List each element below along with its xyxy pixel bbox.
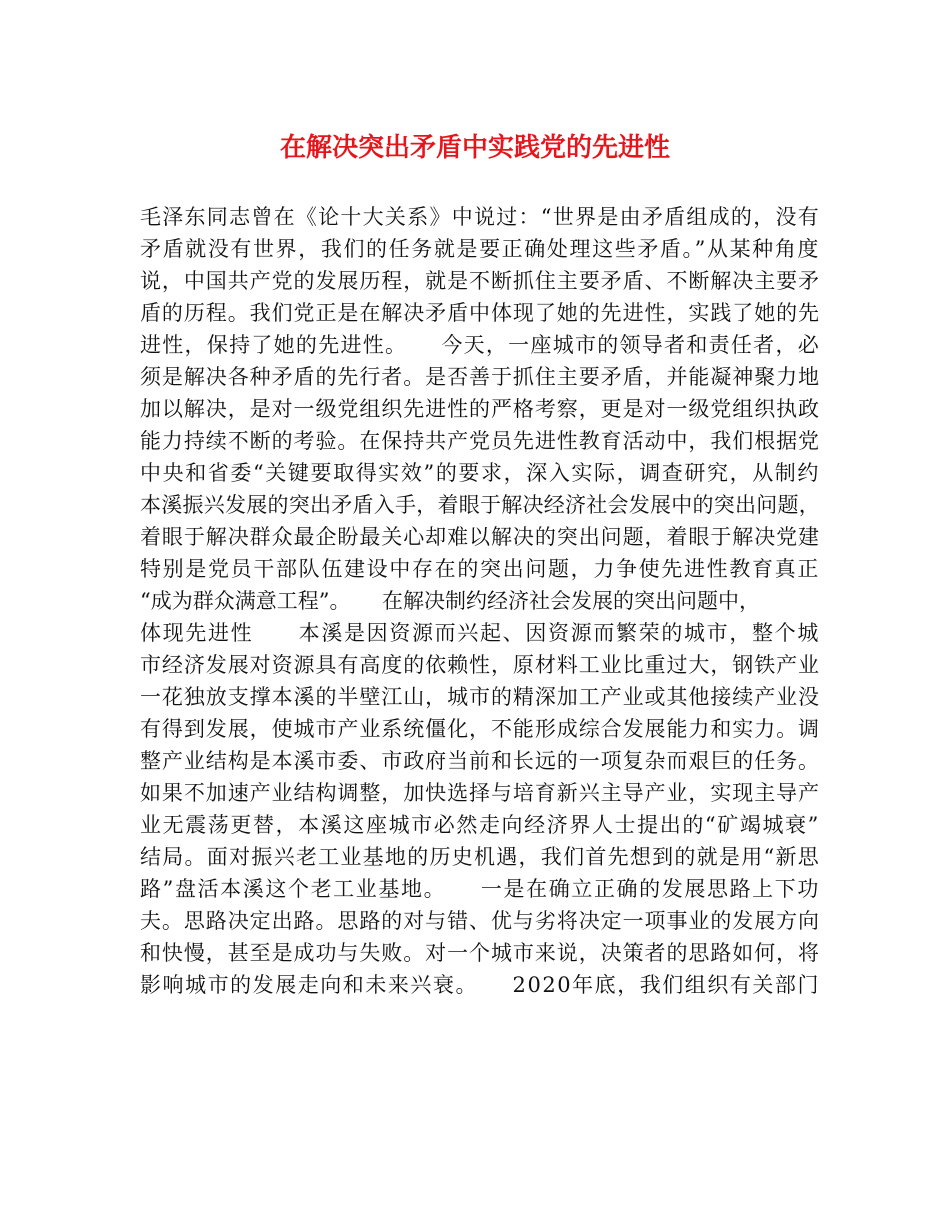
text-line: 矛盾就没有世界，我们的任务就是要正确处理这些矛盾。”从某种角度	[140, 237, 820, 261]
text-line: 加以解决，是对一级党组织先进性的严格考察，更是对一级党组织执政	[140, 397, 820, 421]
text-line: 整产业结构是本溪市委、市政府当前和长远的一项复杂而艰巨的任务。	[140, 749, 820, 773]
text-line: 如果不加速产业结构调整，加快选择与培育新兴主导产业，实现主导产	[140, 781, 820, 805]
text-line: 中央和省委“关键要取得实效”的要求，深入实际，调查研究，从制约	[140, 461, 820, 485]
text-line: 进性，保持了她的先进性。 今天，一座城市的领导者和责任者，必	[140, 333, 820, 357]
text-line: 须是解决各种矛盾的先行者。是否善于抓住主要矛盾，并能凝神聚力地	[140, 365, 820, 389]
text-line: 路”盘活本溪这个老工业基地。 一是在确立正确的发展思路上下功	[140, 877, 820, 901]
text-line: 特别是党员干部队伍建设中存在的突出问题，力争使先进性教育真正	[140, 557, 820, 581]
text-line: “成为群众满意工程”。 在解决制约经济社会发展的突出问题中，	[140, 589, 760, 613]
text-line: 市经济发展对资源具有高度的依赖性，原材料工业比重过大，钢铁产业	[140, 653, 820, 677]
text-line: 能力持续不断的考验。在保持共产党员先进性教育活动中，我们根据党	[140, 429, 820, 453]
document-title: 在解决突出矛盾中实践党的先进性	[279, 133, 670, 163]
text-line: 着眼于解决群众最企盼最关心却难以解决的突出问题，着眼于解决党建	[140, 525, 820, 549]
text-line: 盾的历程。我们党正是在解决矛盾中体现了她的先进性，实践了她的先	[140, 301, 820, 325]
text-line: 和快慢，甚至是成功与失败。对一个城市来说，决策者的思路如何，将	[140, 941, 820, 965]
document-body	[140, 201, 820, 1001]
text-line: 毛泽东同志曾在《论十大关系》中说过：“世界是由矛盾组成的，没有	[140, 205, 820, 229]
text-line: 结局。面对振兴老工业基地的历史机遇，我们首先想到的就是用“新思	[140, 845, 820, 869]
text-line: 一花独放支撑本溪的半壁江山，城市的精深加工产业或其他接续产业没	[140, 685, 820, 709]
text-line: 夫。思路决定出路。思路的对与错、优与劣将决定一项事业的发展方向	[140, 909, 820, 933]
text-line: 体现先进性 本溪是因资源而兴起、因资源而繁荣的城市，整个城	[140, 621, 820, 645]
text-line: 有得到发展，使城市产业系统僵化，不能形成综合发展能力和实力。调	[140, 717, 820, 741]
text-line: 影响城市的发展走向和未来兴衰。 2020年底，我们组织有关部门	[140, 973, 820, 997]
text-line: 业无震荡更替，本溪这座城市必然走向经济界人士提出的“矿竭城衰”	[140, 813, 820, 837]
text-line: 本溪振兴发展的突出矛盾入手，着眼于解决经济社会发展中的突出问题，	[140, 493, 820, 517]
text-line: 说，中国共产党的发展历程，就是不断抓住主要矛盾、不断解决主要矛	[140, 269, 820, 293]
